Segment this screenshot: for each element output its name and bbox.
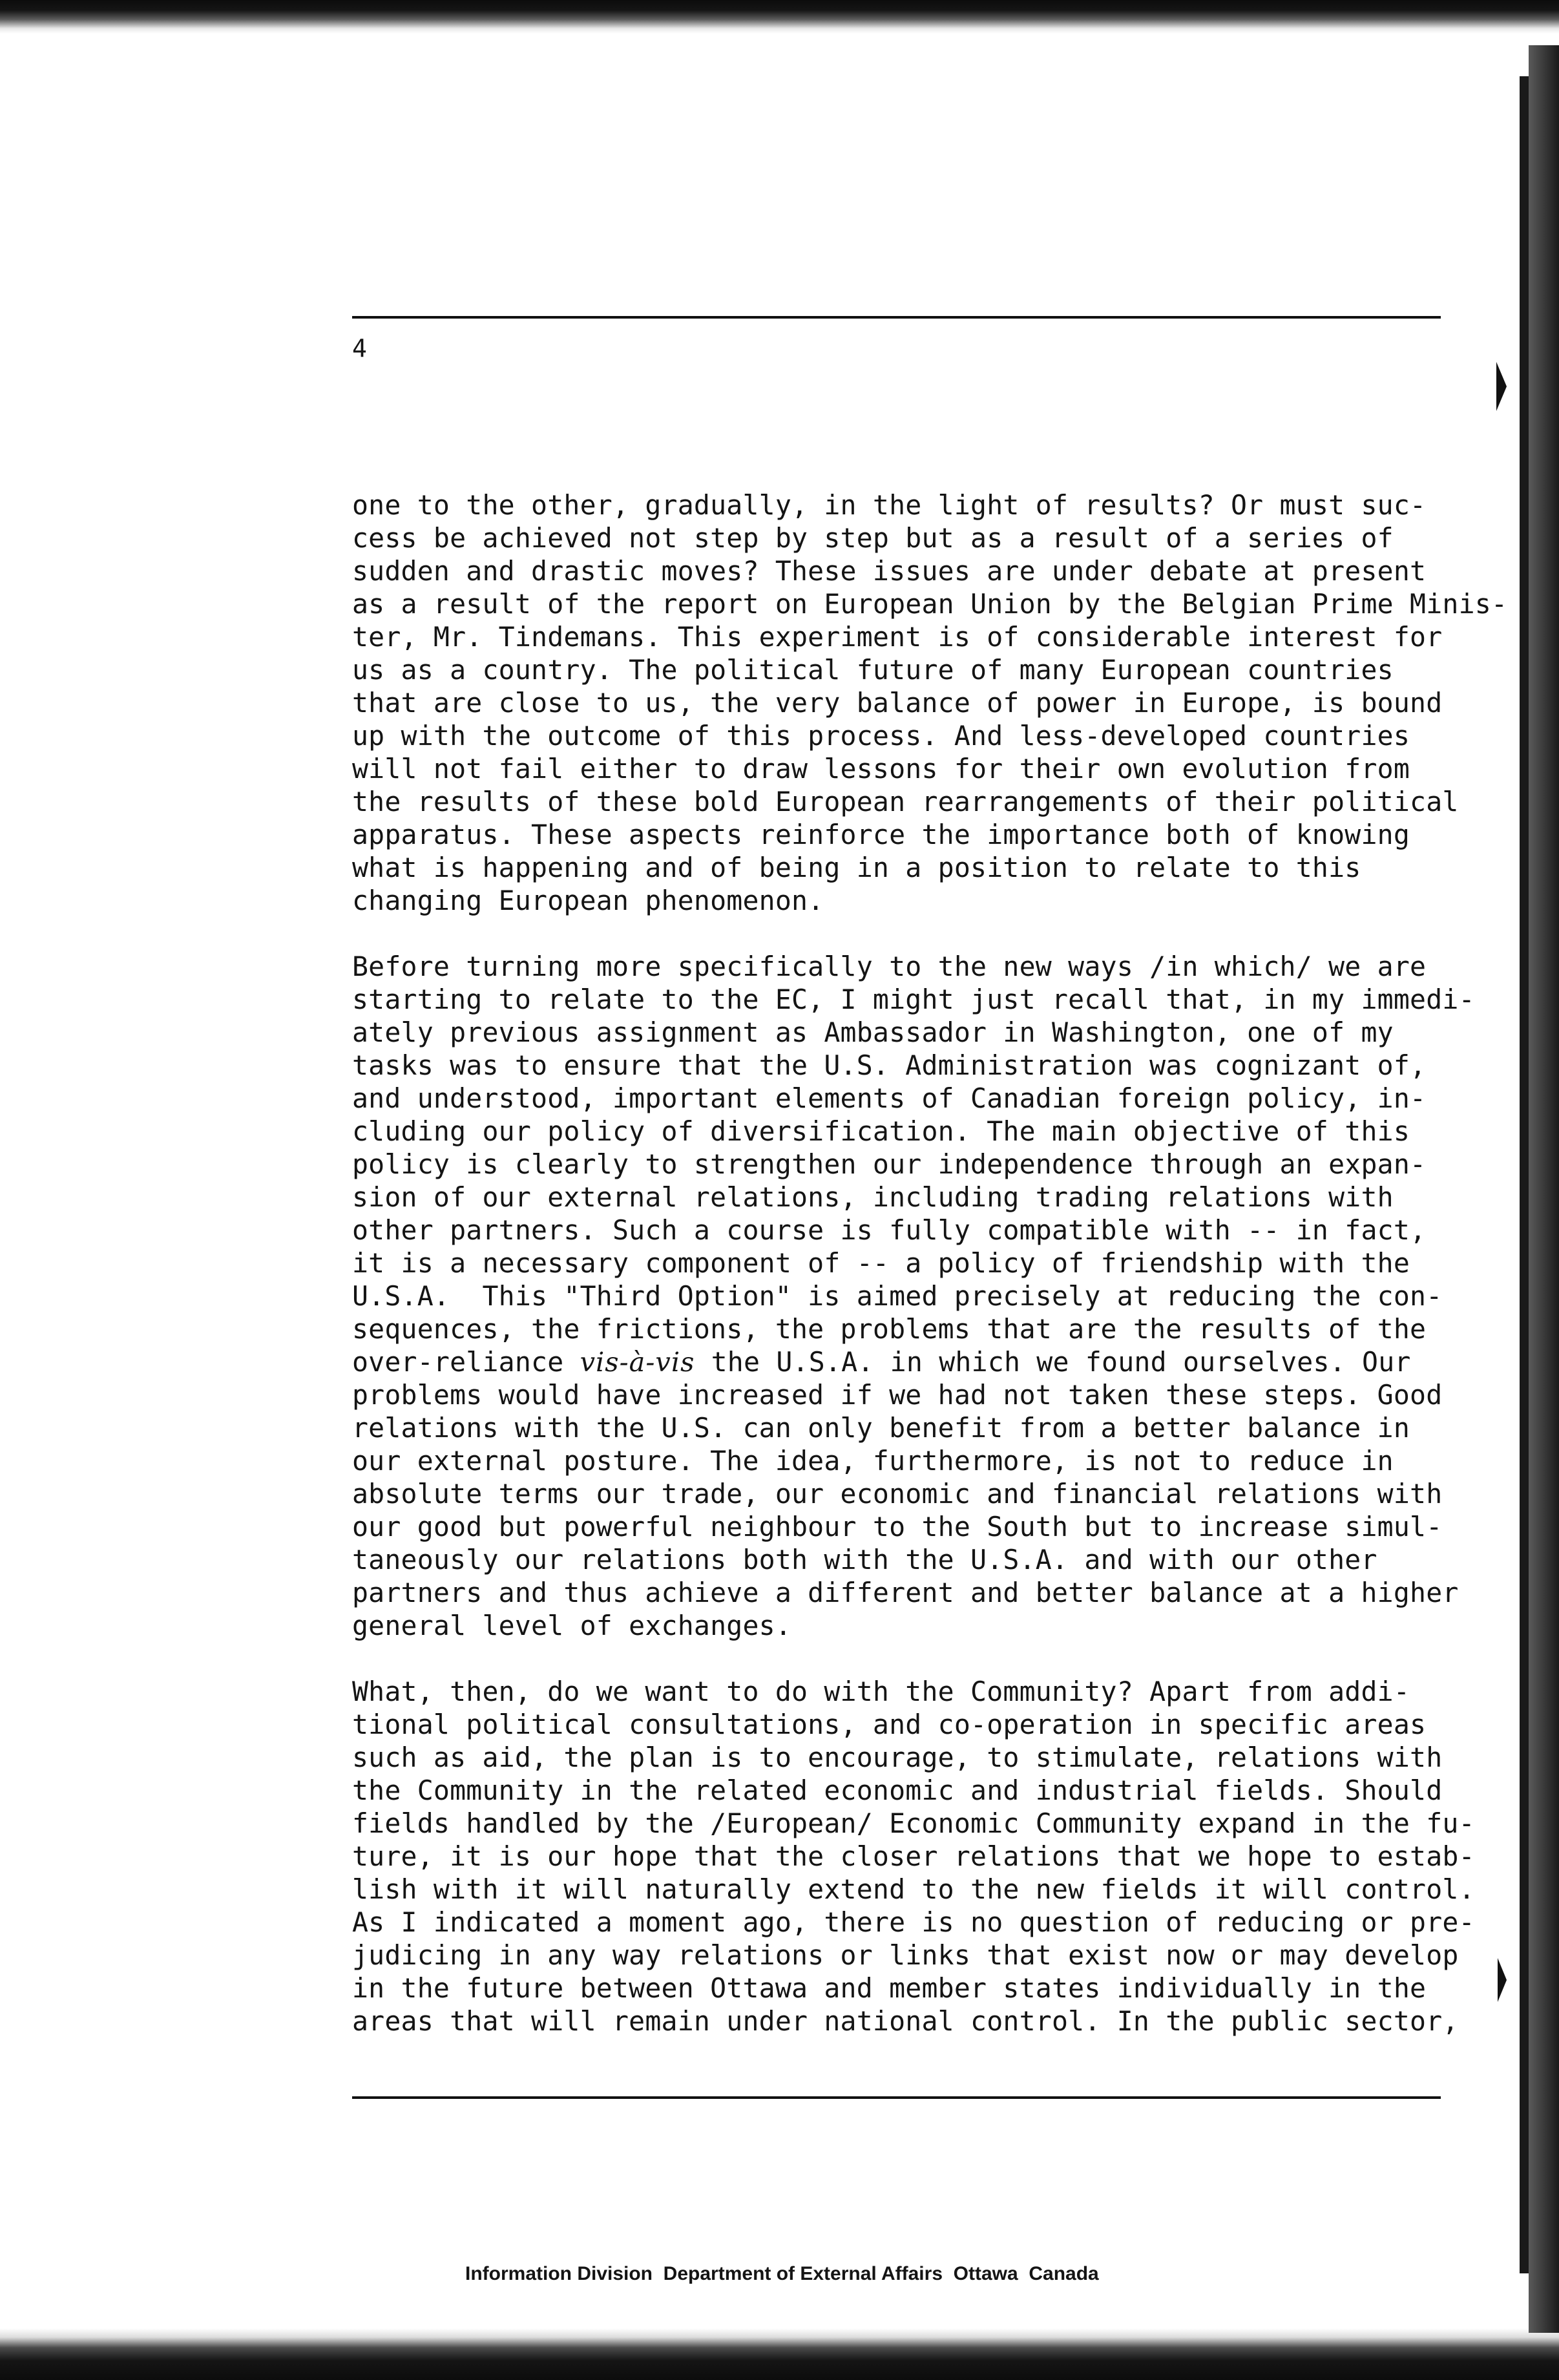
text-line: ture, it is our hope that the closer relations that we hope to estab- (352, 1840, 1475, 1872)
text-line: our external posture. The idea, furthermore, is not to reduce in (352, 1445, 1394, 1477)
text-line: the results of these bold European rearrangements of their political (352, 786, 1459, 817)
text-line: the Community in the related economic and industrial fields. Should (352, 1774, 1443, 1806)
text-line: policy is clearly to strengthen our independence through an expan- (352, 1148, 1427, 1180)
text-line: in the future between Ottawa and member states individually in the (352, 1972, 1427, 2004)
text-line: ter, Mr. Tindemans. This experiment is of considerable interest for (352, 621, 1443, 653)
text-line: what is happening and of being in a position to relate to this (352, 852, 1361, 883)
text-line: U.S.A. This "Third Option" is aimed precisely at reducing the con- (352, 1280, 1443, 1312)
footer-imprint: Information Division Department of External Affairs Ottawa Canada (465, 2263, 1099, 2284)
text-line: problems would have increased if we had not taken these steps. Good (352, 1379, 1443, 1411)
scan-binding-bar (1520, 76, 1529, 2273)
text-segment: over-reliance (352, 1346, 580, 1378)
text-line: judicing in any way relations or links that exist now or may develop (352, 1939, 1459, 1971)
scan-edge-bottom (0, 2328, 1559, 2380)
text-line: one to the other, gradually, in the light of results? Or must suc- (352, 489, 1427, 521)
text-line: changing European phenomenon. (352, 885, 824, 916)
text-line: and understood, important elements of Canadian foreign policy, in- (352, 1082, 1427, 1114)
text-line: lish with it will naturally extend to the new fields it will control. (352, 1873, 1475, 1905)
text-line: that are close to us, the very balance of power in Europe, is bound (352, 687, 1443, 719)
text-line: partners and thus achieve a different and better balance at a higher (352, 1577, 1459, 1608)
scan-notch-bottom (1498, 1958, 1507, 2002)
text-line-with-italic (352, 1345, 1470, 1378)
text-line: Before turning more specifically to the new ways /in which/ we are (352, 951, 1427, 982)
text-line: as a result of the report on European Union by the Belgian Prime Minis- (352, 588, 1508, 620)
text-line: relations with the U.S. can only benefit from a better balance in (352, 1412, 1410, 1444)
page-number: 4 (352, 334, 367, 363)
text-line: As I indicated a moment ago, there is no question of reducing or pre- (352, 1906, 1475, 1938)
text-line: tional political consultations, and co-operation in specific areas (352, 1709, 1427, 1740)
text-line: areas that will remain under national control. In the public sector, (352, 2005, 1459, 2037)
text-line: other partners. Such a course is fully compatible with -- in fact, (352, 1214, 1427, 1246)
text-line: absolute terms our trade, our economic and financial relations with (352, 1478, 1443, 1510)
text-line: What, then, do we want to do with the Community? Apart from addi- (352, 1676, 1410, 1707)
text-segment: the U.S.A. in which we found ourselves. Our (695, 1346, 1411, 1378)
paragraph-spacer (352, 917, 1470, 950)
text-line: cess be achieved not step by step but as a result of a series of (352, 522, 1394, 554)
scan-notch-top (1496, 362, 1507, 411)
text-line: fields handled by the /European/ Economic Community expand in the fu- (352, 1807, 1475, 1839)
text-line: it is a necessary component of -- a policy of friendship with the (352, 1247, 1410, 1279)
text-line: sion of our external relations, including trading relations with (352, 1181, 1394, 1213)
text-line: sudden and drastic moves? These issues are under debate at present (352, 555, 1427, 587)
paragraph-2 (352, 950, 1475, 1642)
paragraph-spacer (352, 1642, 1470, 1675)
text-line: taneously our relations both with the U.S.A. and with our other (352, 1544, 1377, 1575)
text-line: tasks was to ensure that the U.S. Administration was cognizant of, (352, 1049, 1427, 1081)
document-body (352, 489, 1508, 2038)
text-line: sequences, the frictions, the problems that are the results of the (352, 1313, 1427, 1345)
text-line: general level of exchanges. (352, 1610, 791, 1641)
text-line: cluding our policy of diversification. The main objective of this (352, 1115, 1410, 1147)
header-rule (352, 316, 1441, 319)
text-line: will not fail either to draw lessons for their own evolution from (352, 753, 1410, 785)
text-line: such as aid, the plan is to encourage, to stimulate, relations with (352, 1742, 1443, 1773)
text-line: apparatus. These aspects reinforce the importance both of knowing (352, 819, 1410, 850)
paragraph-1 (352, 489, 1508, 917)
paragraph-3 (352, 1675, 1475, 2038)
text-line: us as a country. The political future of many European countries (352, 654, 1394, 686)
scan-edge-right (1529, 45, 1559, 2333)
italic-phrase: vis-à-vis (580, 1346, 695, 1378)
scan-edge-top (0, 0, 1559, 34)
text-line: ately previous assignment as Ambassador in Washington, one of my (352, 1016, 1394, 1048)
text-line: up with the outcome of this process. And less-developed countries (352, 720, 1410, 752)
text-line: starting to relate to the EC, I might just recall that, in my immedi- (352, 984, 1475, 1015)
text-line: our good but powerful neighbour to the South but to increase simul- (352, 1511, 1443, 1543)
footer-rule (352, 2096, 1441, 2099)
